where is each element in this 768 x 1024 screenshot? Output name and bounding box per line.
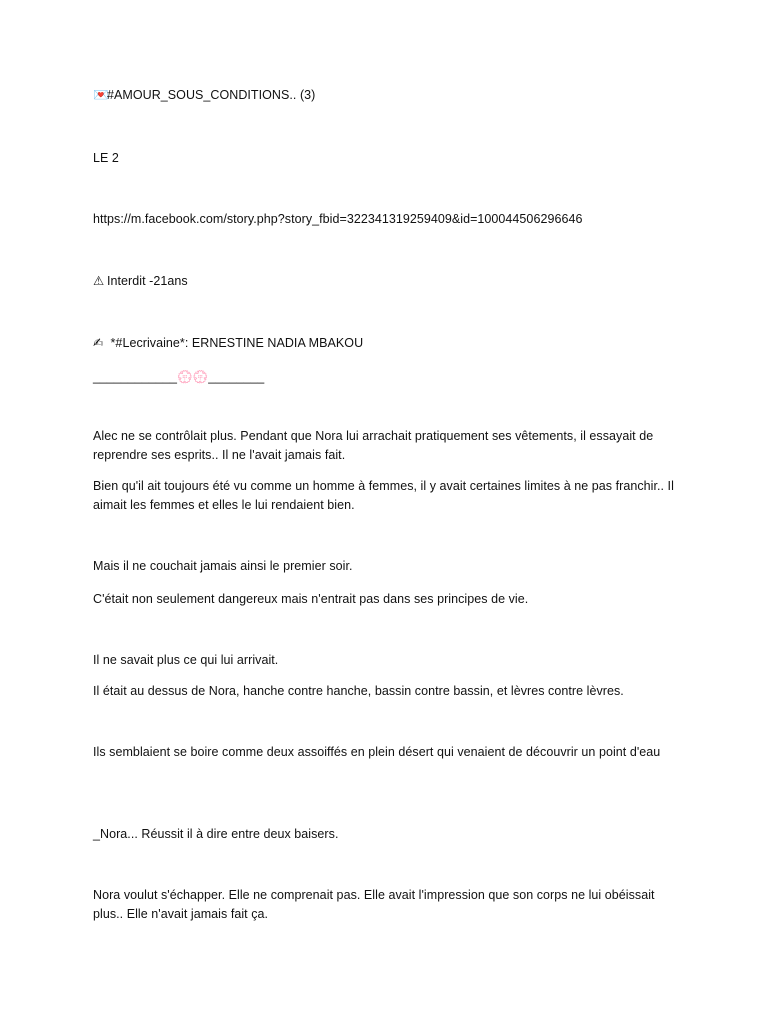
paragraph: Nora voulut s'échapper. Elle ne comprenait pas. Elle avait l'impression que son corps ne lui obéissait plus.. Elle n'avait jamais fait ça. (93, 888, 655, 921)
age-warning (93, 272, 683, 291)
paragraph: Mais il ne couchait jamais ainsi le premier soir. (93, 559, 353, 573)
document-title (93, 86, 683, 105)
title-text: #AMOUR_SOUS_CONDITIONS.. (3) (107, 88, 316, 102)
date-line: LE 2 (93, 151, 119, 165)
writing-hand-icon: ✍ (93, 336, 104, 350)
warning-text: Interdit -21ans (107, 274, 188, 288)
envelope-heart-icon: 💌 (93, 88, 109, 102)
paragraph: Bien qu'il ait toujours été vu comme un homme à femmes, il y avait certaines limites à ne pas franchir.. Il aimait les femmes et elles le lui rendaient bien. (93, 479, 674, 512)
paragraph: C'était non seulement dangereux mais n'entrait pas dans ses principes de vie. (93, 592, 529, 606)
paragraph: Il ne savait plus ce qui lui arrivait. (93, 653, 279, 667)
paragraph: Alec ne se contrôlait plus. Pendant que Nora lui arrachait pratiquement ses vêtements, il essayait de reprendre ses esprits.. Il ne l'avait jamais fait. (93, 429, 654, 462)
author-text: *#Lecrivaine*: ERNESTINE NADIA MBAKOU (107, 336, 364, 350)
warning-icon: ⚠ (93, 274, 105, 288)
paragraph: _Nora... Réussit il à dire entre deux baisers. (93, 827, 339, 841)
paragraph: Il était au dessus de Nora, hanche contre hanche, bassin contre bassin, et lèvres contre lèvres. (93, 684, 624, 698)
author-line (93, 334, 683, 353)
separator-line: ____________💮💮________ (93, 370, 265, 384)
paragraph: Ils semblaient se boire comme deux assoiffés en plein désert qui venaient de découvrir un point d'eau (93, 745, 661, 759)
story-link[interactable]: https://m.facebook.com/story.php?story_fbid=322341319259409&id=100044506296646 (93, 212, 583, 226)
